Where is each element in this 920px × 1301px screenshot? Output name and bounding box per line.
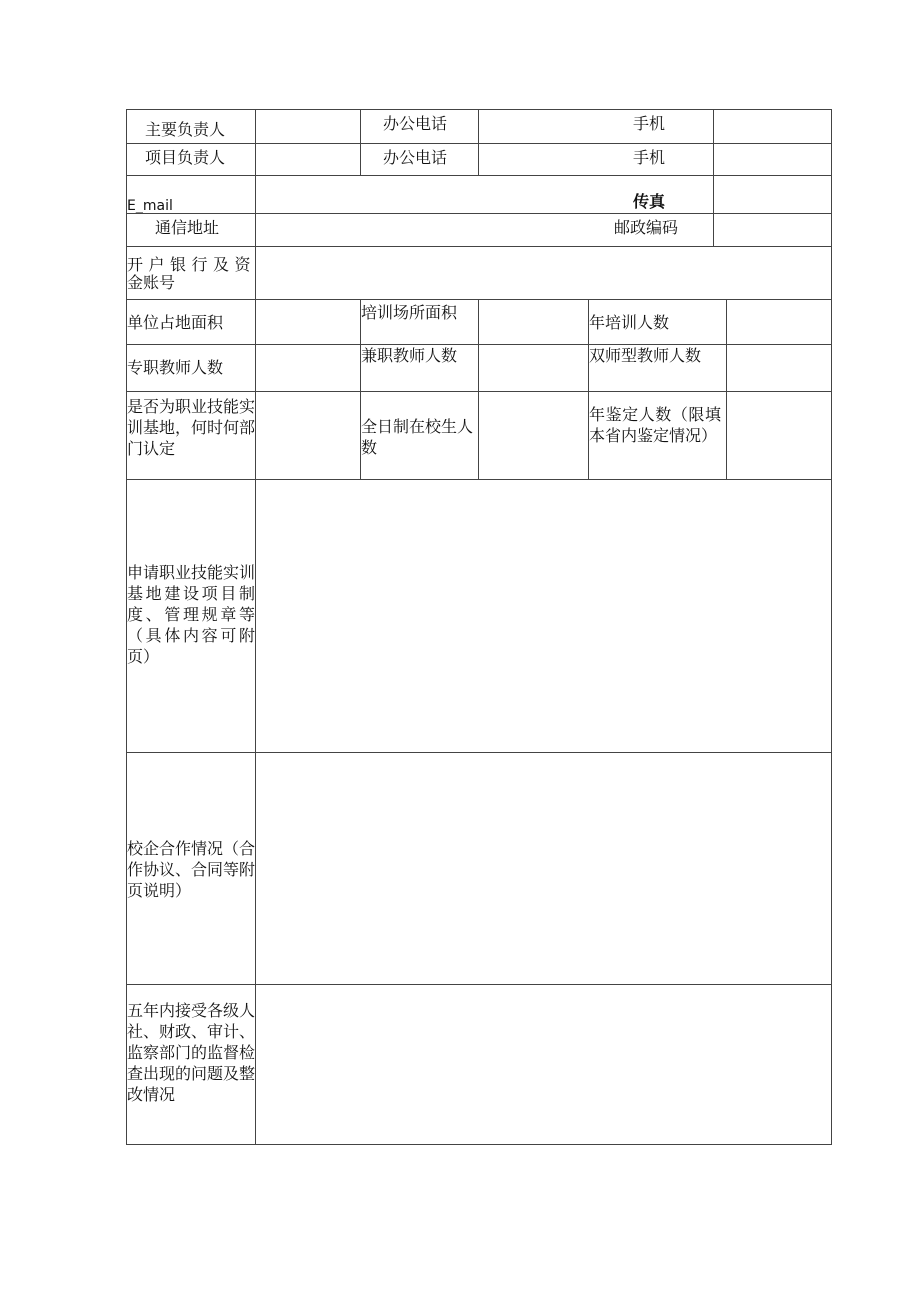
bank-label-line1: 开户银行及资 (127, 255, 257, 274)
training-base-label-cell (126, 391, 256, 480)
postcode-label: 邮政编码 (614, 218, 679, 237)
unit-area-label: 单位占地面积 (127, 313, 224, 332)
project-leader-mobile-value-cell[interactable] (713, 143, 832, 176)
training-area-label: 培训场所面积 (361, 303, 458, 322)
annual-appraisal-label-cell (588, 391, 727, 480)
project-leader-label: 项目负责人 (145, 148, 226, 167)
project-leader-office-phone-value-cell[interactable] (478, 143, 714, 176)
main-leader-label-cell (126, 109, 256, 144)
parttime-teachers-label: 兼职教师人数 (361, 346, 458, 365)
main-leader-value-cell[interactable] (255, 109, 361, 144)
cooperation-label: 校企合作情况（合作协议、合同等附页说明） (127, 839, 256, 900)
training-area-label-cell (360, 299, 479, 345)
fax-label: 传真 (633, 192, 666, 211)
fulltime-teachers-label: 专职教师人数 (127, 358, 224, 377)
rules-label-cell (126, 479, 256, 753)
email-value-cell[interactable] (255, 175, 714, 214)
main-leader-office-phone-label: 办公电话 (383, 114, 448, 133)
dual-teachers-value-cell[interactable] (726, 344, 832, 392)
dual-teachers-label: 双师型教师人数 (589, 346, 702, 365)
main-leader-mobile-label: 手机 (633, 114, 666, 133)
fulltime-students-value-cell[interactable] (478, 391, 589, 480)
fax-value-cell[interactable] (713, 175, 832, 214)
annual-appraisal-value-cell[interactable] (726, 391, 832, 480)
annual-trainees-value-cell[interactable] (726, 299, 832, 345)
email-label: E_mail (127, 198, 173, 214)
parttime-teachers-label-cell (360, 344, 479, 392)
dual-teachers-label-cell (588, 344, 727, 392)
bank-label-cell (126, 246, 256, 300)
address-label: 通信地址 (155, 218, 220, 237)
unit-area-label-cell (126, 299, 256, 345)
fulltime-teachers-value-cell[interactable] (255, 344, 361, 392)
address-label-cell (126, 213, 256, 247)
inspection-label-cell (126, 984, 256, 1145)
main-leader-label: 主要负责人 (145, 120, 226, 139)
bank-label-line2: 金账号 (127, 273, 176, 292)
main-leader-office-phone-label-cell (360, 109, 479, 144)
project-leader-label-cell (126, 143, 256, 176)
project-leader-value-cell[interactable] (255, 143, 361, 176)
training-base-value-cell[interactable] (255, 391, 361, 480)
postcode-value-cell[interactable] (713, 213, 832, 247)
fulltime-students-label: 全日制在校生人数 (361, 417, 474, 457)
training-area-value-cell[interactable] (478, 299, 589, 345)
parttime-teachers-value-cell[interactable] (478, 344, 589, 392)
unit-area-value-cell[interactable] (255, 299, 361, 345)
training-base-label: 是否为职业技能实训基地，何时何部门认定 (127, 397, 256, 458)
main-leader-office-phone-value-cell[interactable] (478, 109, 714, 144)
rules-label: 申请职业技能实训基地建设项目制度、管理规章等（具体内容可附页） (127, 563, 256, 666)
main-leader-mobile-value-cell[interactable] (713, 109, 832, 144)
cooperation-value-cell[interactable] (255, 752, 832, 985)
annual-appraisal-label: 年鉴定人数（限填本省内鉴定情况） (589, 405, 721, 445)
fulltime-students-label-cell (360, 391, 479, 480)
address-value-cell[interactable] (255, 213, 714, 247)
annual-trainees-label-cell (588, 299, 727, 345)
fulltime-teachers-label-cell (126, 344, 256, 392)
rules-value-cell[interactable] (255, 479, 832, 753)
project-leader-mobile-label: 手机 (633, 148, 666, 167)
project-leader-office-phone-label: 办公电话 (383, 148, 448, 167)
cooperation-label-cell (126, 752, 256, 985)
email-label-cell (126, 175, 256, 214)
inspection-value-cell[interactable] (255, 984, 832, 1145)
bank-value-cell[interactable] (255, 246, 832, 300)
annual-trainees-label: 年培训人数 (589, 313, 670, 332)
project-leader-office-phone-label-cell (360, 143, 479, 176)
inspection-label: 五年内接受各级人社、财政、审计、监察部门的监督检查出现的问题及整改情况 (127, 1001, 256, 1104)
